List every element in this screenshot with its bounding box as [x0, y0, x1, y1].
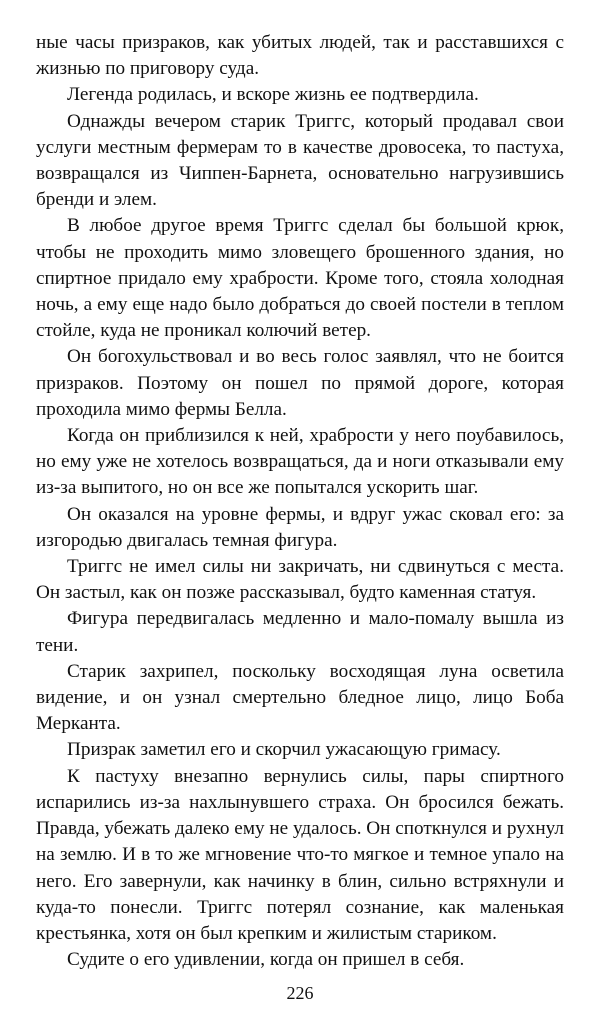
paragraph: Он богохульствовал и во весь голос заявлял, что не боится призраков. Поэтому он пошел по прямой дороге, которая проходила мимо фермы Белла.: [36, 346, 564, 420]
paragraph: Он оказался на уровне фермы, и вдруг ужас сковал его: за изгородью двигалась темная фигура.: [36, 503, 564, 551]
paragraph: Триггс не имел силы ни закричать, ни сдвинуться с места. Он застыл, как он позже рассказывал, будто каменная статуя.: [36, 556, 564, 604]
page-text: [36, 30, 564, 973]
paragraph: Призрак заметил его и скорчил ужасающую гримасу.: [67, 739, 501, 761]
paragraph: В любое другое время Триггс сделал бы большой крюк, чтобы не проходить мимо зловещего брошенного здания, но спиртное придало ему храбрости. Кроме того, стояла холодная ночь, а ему еще надо было добраться до своей постели в теплом стойле, куда не проникал колючий ветер.: [36, 215, 564, 342]
paragraph: ные часы призраков, как убитых людей, так и расставшихся с жизнью по приговору суда.: [36, 32, 564, 80]
paragraph: Судите о его удивлении, когда он пришел в себя.: [67, 949, 465, 971]
paragraph: К пастуху внезапно вернулись силы, пары спиртного испарились из-за нахлынувшего страха. Он бросился бежать. Правда, убежать далеко ему не удалось. Он споткнулся и рухнул на землю. И в то же мгновение что-то мягкое и темное упало на него. Его завернули, как начинку в блин, сильно встряхнули и куда-то понесли. Триггс потерял сознание, как маленькая крестьянка, хотя он был крепким и жилистым стариком.: [36, 765, 564, 944]
page-number: 226: [286, 983, 314, 1003]
paragraph: Фигура передвигалась медленно и мало-помалу вышла из тени.: [36, 608, 564, 656]
paragraph: Однажды вечером старик Триггс, который продавал свои услуги местным фермерам то в качестве дровосека, то пастуха, возвращался из Чиппен-Барнета, основательно нагрузившись бренди и элем.: [36, 110, 564, 211]
paragraph: Старик захрипел, поскольку восходящая луна осветила видение, и он узнал смертельно бледное лицо, лицо Боба Мерканта.: [36, 660, 564, 735]
paragraph: Легенда родилась, и вскоре жизнь ее подтвердила.: [67, 84, 479, 106]
paragraph: Когда он приблизился к ней, храбрости у него поубавилось, но ему уже не хотелось возвращаться, да и ноги отказывали ему из-за выпитого, но он все же попытался ускорить шаг.: [36, 425, 564, 499]
